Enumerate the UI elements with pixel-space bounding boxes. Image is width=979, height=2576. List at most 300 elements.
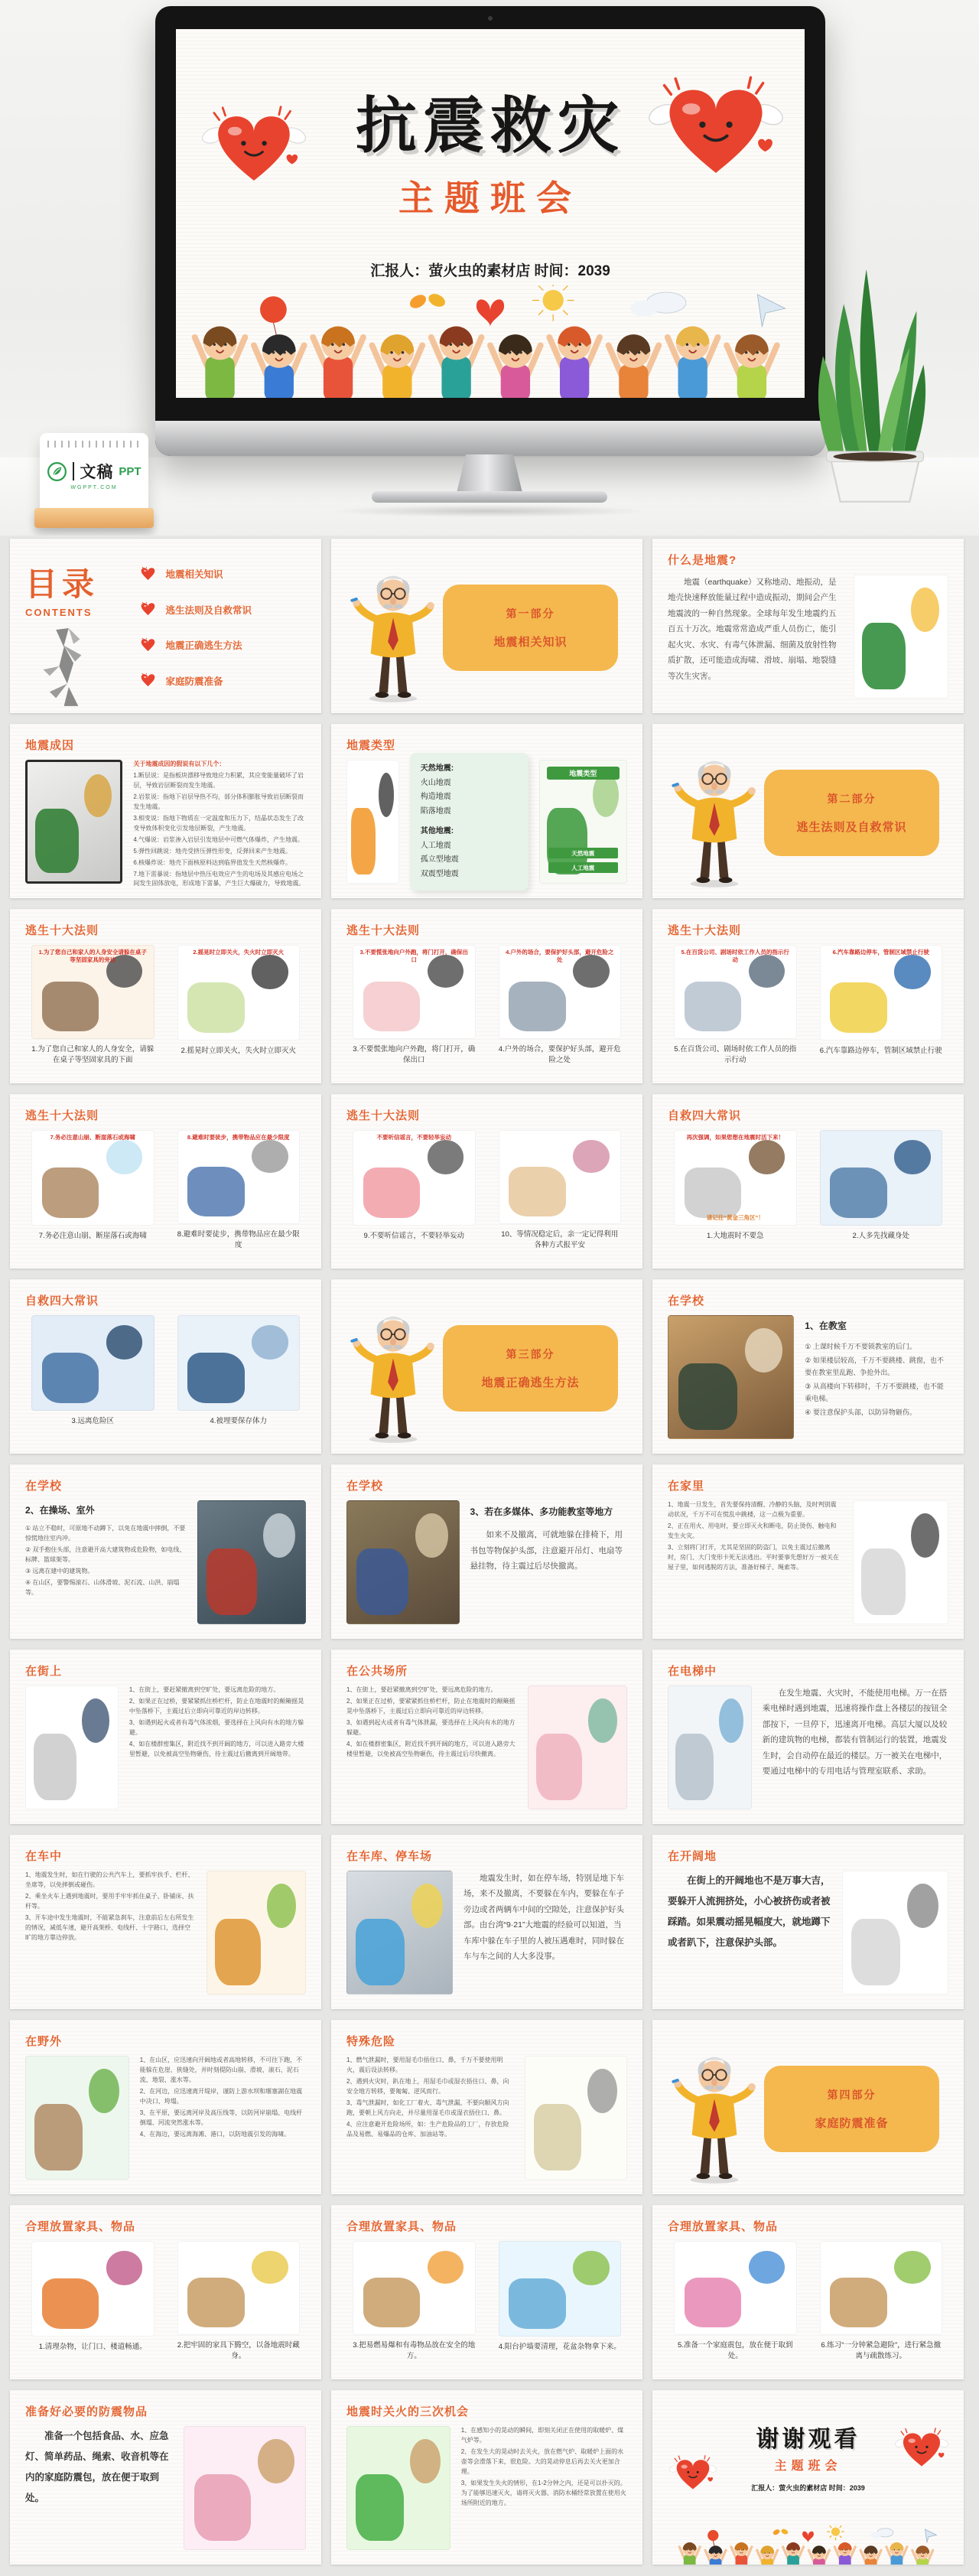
text-block	[463, 1871, 627, 1995]
illustration-shape	[267, 1884, 297, 1928]
text-block	[25, 1871, 196, 1995]
figure-caption: 3.不要慌张地向户外跑，将门打开，确保出口	[353, 1044, 476, 1064]
note-line: 陷落地震	[420, 806, 451, 816]
logo-text-cn: 文稿	[80, 464, 114, 481]
text-block	[668, 1871, 831, 1995]
illustration-shape	[363, 982, 420, 1031]
illustration-shape	[894, 1140, 931, 1174]
illustration-shape	[861, 1549, 906, 1614]
illustration-shape	[42, 982, 99, 1031]
illustration	[539, 760, 627, 884]
calendar-base	[34, 508, 154, 528]
title-slide-preview	[176, 29, 805, 398]
slide-title: 逃生十大法则	[25, 924, 99, 937]
slide-19-content[interactable]	[10, 1649, 321, 1824]
block-intro: 关于地震成因的假说有以下几个：	[133, 760, 226, 767]
panel-row	[346, 2241, 627, 2362]
panel-row	[25, 1315, 306, 1436]
figure	[177, 1130, 301, 1251]
slide-8-panels[interactable]	[331, 909, 642, 1083]
block-item: 2、正在用火、用电时，要立即灭火和断电，防止烫伤、触电和发生火灾。	[668, 1522, 837, 1539]
slide-32-content[interactable]	[331, 2390, 642, 2565]
slide-title: 准备好必要的防震物品	[25, 2405, 148, 2418]
illustration	[184, 2426, 306, 2550]
illustration-shape	[187, 2278, 244, 2327]
toc-left-column	[25, 550, 140, 702]
content-columns	[668, 1500, 948, 1624]
illustration-shape	[830, 982, 886, 1033]
text-block	[470, 1500, 627, 1624]
poster-title: 地震类型	[547, 767, 620, 780]
illustration	[674, 945, 797, 1039]
section-layout	[346, 550, 627, 705]
figure	[499, 1130, 622, 1251]
slide-12-panels[interactable]	[652, 1094, 964, 1268]
figure-caption: 4.被埋要保存体力	[210, 1417, 267, 1425]
content-columns	[346, 1685, 627, 1809]
slide-3-content[interactable]	[652, 539, 964, 713]
slide-27-section[interactable]	[652, 2020, 964, 2194]
presenter-line: 汇报人：萤火虫的素材店 时间：2039	[370, 263, 610, 279]
thanks-title: 谢谢观看	[756, 2427, 860, 2452]
monitor-base	[372, 491, 607, 503]
text-block	[25, 2426, 173, 2550]
figure	[177, 945, 301, 1066]
potted-plant	[776, 243, 974, 503]
figure-caption: 3.远离危险区	[71, 1417, 114, 1425]
illustration-shape	[351, 808, 375, 874]
note-paper	[410, 753, 529, 891]
slide-33-thanks[interactable]	[652, 2390, 964, 2565]
poster-row: 天然地震	[548, 848, 618, 858]
illustration-shape	[34, 1734, 76, 1799]
block-item: 2、在发生大的晃动时去关火，放在燃气炉、取暖炉上面的水壶等会滑落下来，很危险。大的晃动停息后再去关火更加合理。	[460, 2447, 624, 2475]
illustration	[854, 575, 948, 699]
slide-title: 在开阔地	[668, 1850, 717, 1863]
winged-heart-icon	[202, 103, 306, 193]
illustration-shape	[894, 2251, 931, 2284]
professor-illustration	[348, 561, 438, 703]
slide-13-panels[interactable]	[10, 1279, 321, 1454]
winged-heart-icon	[649, 72, 783, 188]
slide-title: 在野外	[25, 2035, 63, 2048]
content-columns	[668, 575, 948, 699]
illustration-shape	[35, 809, 79, 873]
illustration-shape	[356, 1549, 408, 1614]
slide-23-content[interactable]	[331, 1835, 642, 2009]
note-line: 孤立型地震	[420, 855, 459, 864]
illustration-shape	[509, 1167, 565, 1216]
illustration-shape	[678, 1363, 737, 1429]
slide-29-panels[interactable]	[331, 2205, 642, 2379]
block-heading: 1、在教室	[805, 1321, 847, 1331]
text-block	[346, 2056, 514, 2180]
block-item: 1、地震一旦发生，首先要保持清醒、冷静的头脑，及时判别震动状况，千万不可在慌乱中跳楼，这一点极为重要。	[668, 1501, 837, 1518]
illustration	[499, 945, 622, 1039]
crack-illustration	[27, 628, 117, 708]
figure	[31, 1315, 154, 1436]
illustration-shape	[207, 1549, 257, 1614]
content-columns	[668, 1685, 948, 1809]
slide-title: 地震成因	[25, 739, 75, 752]
text-block	[140, 2056, 306, 2180]
toc-item-label: 家庭防震准备	[165, 676, 223, 687]
slide-18-content[interactable]	[652, 1464, 964, 1639]
block-item: 3、在平原，要远离河岸及高压线等，以防河岸崩塌、电线杆倒塌、河流突然涨水等。	[139, 2109, 303, 2126]
slide-thumbnails-grid	[0, 536, 979, 2576]
illustration-shape	[415, 1513, 449, 1558]
thanks-layout	[668, 2420, 948, 2565]
slide-1-toc[interactable]	[10, 539, 321, 713]
figure	[353, 945, 476, 1066]
illustration-shape	[428, 2251, 464, 2284]
slide-14-section[interactable]	[331, 1279, 642, 1454]
slide-title: 特殊危险	[346, 2035, 396, 2048]
illustration	[25, 1685, 119, 1809]
slide-title: 合理放置家具、物品	[25, 2220, 136, 2233]
block-item: 6.核爆炸说：地壳下面核原料达到临界值发生天然核爆炸。	[133, 858, 292, 866]
illustration	[346, 2426, 450, 2550]
figure	[499, 945, 622, 1066]
monitor-chin	[155, 421, 825, 456]
illustration-shape	[258, 2439, 294, 2483]
section-bubble	[764, 770, 939, 856]
illustration-shape	[719, 1698, 743, 1743]
block-item: 1、地震发生时，如在行驶的公共汽车上，要抓牢扶手、栏杆、坐席等，以免摔倒或碰伤。	[25, 1871, 194, 1888]
illustration-shape	[685, 2278, 741, 2327]
slide-title: 在学校	[668, 1295, 705, 1308]
illustration-shape	[745, 1328, 782, 1373]
slide-30-panels[interactable]	[652, 2205, 964, 2379]
note-line: 双震型地震	[420, 869, 459, 878]
section-bubble	[443, 585, 618, 671]
figure-caption: 8.避难时要徒步，携带物品应在最少限度	[177, 1229, 300, 1249]
slide-title: 在公共场所	[346, 1665, 408, 1678]
slide-title: 地震类型	[346, 739, 396, 752]
section-name-label: 家庭防震准备	[815, 2116, 889, 2130]
leaf-logo-icon	[47, 461, 67, 482]
figure-caption: 2.摇晃时立即关火，失火时立即灭火	[181, 1047, 296, 1055]
text-block	[763, 1685, 948, 1809]
figure-header-text: 2.摇晃时立即关火，失火时立即灭火	[193, 949, 285, 956]
illustration-shape	[194, 2474, 251, 2540]
illustration	[31, 2241, 154, 2337]
slide-title: 逃生十大法则	[346, 1109, 421, 1122]
monitor-stand	[457, 454, 522, 493]
illustration	[197, 1500, 306, 1624]
presentation-title: 抗震救灾	[356, 92, 625, 160]
illustration-shape	[215, 1919, 261, 1985]
figure-caption: 5.在百货公司、剧场时依工作人员的指示行动	[674, 1044, 797, 1064]
monitor-shadow	[329, 505, 650, 517]
illustration	[177, 1130, 301, 1224]
slide-31-content[interactable]	[10, 2390, 321, 2565]
figure	[674, 945, 797, 1066]
slide-title: 合理放置家具、物品	[346, 2220, 457, 2233]
figure-header-text: 3.不要慌张地向户外跑，将门打开，确保出口	[359, 949, 468, 964]
block-item: 1、在山区，应迅速向开阔地或者高地转移，不可往下跑，不能躲在危崖、狭缝处，并时刻提防山崩、滑坡、滚石、泥石流、地裂、涨水等。	[139, 2057, 303, 2083]
illustration	[668, 1315, 794, 1439]
illustration-shape	[356, 2474, 404, 2540]
toc-title: 目录	[25, 566, 99, 602]
hero-section	[0, 0, 979, 536]
illustration-shape	[187, 982, 244, 1033]
slide-title: 在街上	[25, 1665, 63, 1678]
illustration	[31, 1130, 154, 1226]
slide-5-content[interactable]	[331, 724, 642, 898]
slide-title: 在电梯中	[668, 1665, 717, 1678]
figure-caption: 4.户外的场合，要保护好头部，避开危险之处	[498, 1044, 621, 1064]
panel-row	[346, 945, 627, 1066]
heart-bullet-icon	[140, 567, 156, 581]
illustration-shape	[685, 1168, 741, 1218]
illustration-shape	[410, 2439, 441, 2483]
illustration-shape	[187, 1353, 244, 1403]
slide-2-section[interactable]	[331, 539, 642, 713]
slide-10-panels[interactable]	[10, 1094, 321, 1268]
illustration-shape	[851, 1919, 900, 1985]
content-columns	[346, 760, 627, 884]
illustration-shape	[509, 982, 565, 1031]
illustration-shape	[911, 588, 939, 632]
professor-illustration	[669, 746, 759, 888]
text-block	[668, 1500, 842, 1624]
professor-character	[348, 561, 438, 703]
illustration	[674, 1130, 797, 1226]
content-columns	[25, 1500, 306, 1624]
winged-heart-illustration	[649, 72, 783, 184]
section-part-label: 第三部分	[506, 1347, 555, 1360]
section-name-label: 地震正确逃生方法	[481, 1376, 580, 1389]
slide-title: 什么是地震?	[668, 554, 737, 567]
illustration-shape	[509, 2278, 565, 2329]
illustration	[177, 945, 301, 1040]
figure-header-text: 不要听信谣言，不要轻举妄动	[376, 1134, 451, 1141]
figure	[31, 945, 154, 1066]
toc-item-list	[140, 550, 306, 702]
block-item: 3、立刻将门打开，尤其是坚固的防盗门，以免主震过后撤离时，房门、大门变形卡死无法逃出。平时要事先想好万一被关在屋子里，如何逃脱的方法，准备好梯子、绳索等。	[668, 1543, 839, 1571]
slide-11-panels[interactable]	[331, 1094, 642, 1268]
toc-subtitle: CONTENTS	[25, 607, 93, 618]
figure	[177, 2241, 301, 2362]
block-item: 5.弹性回跳说：地壳受挤压弹性形变，反弹回来产生地震。	[133, 847, 292, 855]
toc-item-label: 逃生法则及自救常识	[165, 604, 252, 616]
slide-21-content[interactable]	[652, 1649, 964, 1824]
illustration-shape	[894, 955, 931, 988]
illustration-shape	[573, 1140, 610, 1173]
figure	[499, 2241, 622, 2362]
heart-bullet-icon	[140, 638, 156, 653]
illustration-shape	[252, 1140, 288, 1173]
toc-item[interactable]	[140, 638, 306, 653]
logo-site-text: WGPPT.COM	[70, 485, 118, 490]
slide-7-panels[interactable]	[10, 909, 321, 1083]
block-paragraph: 地震（earthquake）又称地动、地振动，是地壳快速释放能量过程中造成振动，期间会产生地震波的一种自然现象。全球每年发生地震约五百五十万次。地震常常造成严重人员伤亡，能引起火灾、水灾、有毒气体泄漏、细菌及放射性物质扩散，还可能造成海啸、滑坡、崩塌、地裂缝等次生灾害。	[668, 578, 837, 681]
block-paragraph: 在发生地震、火灾时，不能使用电梯。万一在搭乘电梯时遇到地震，迅速将操作盘上各楼层的按钮全部按下，一旦停下，迅速离开电梯。高层大厦以及较新的建筑物的电梯，都装有管制运行的装置，地震发生时，会自动停在最近的楼层。万一被关在电梯中，要通过电梯中的专用电话与管理室联系、求助。	[762, 1689, 948, 1776]
figure	[820, 945, 943, 1066]
winged-heart-icon	[669, 2454, 717, 2493]
slide-title: 逃生十大法则	[346, 924, 421, 937]
illustration-shape	[685, 982, 741, 1031]
illustration	[346, 1871, 453, 1995]
illustration	[346, 760, 399, 884]
figure-caption: 7.务必注意山崩、断崖落石或海啸	[38, 1232, 147, 1240]
slide-title: 在车中	[25, 1850, 63, 1863]
desk-calendar	[40, 433, 148, 519]
figure-header-text: 7.务必注意山崩、断崖落石或海啸	[50, 1134, 135, 1141]
slide-15-content[interactable]	[652, 1279, 964, 1454]
slide-title: 逃生十大法则	[668, 924, 742, 937]
figure-caption: 6.练习“一分钟紧急避险”，进行紧急撤离与疏散练习。	[821, 2340, 942, 2360]
figure-caption: 3.把易燃易爆和有毒物品放在安全的地方。	[353, 2340, 476, 2360]
figure-header-text: 6.汽车靠路边停车，管制区域禁止行驶	[832, 949, 929, 956]
webcam-dot	[488, 16, 493, 21]
block-item: 4.气爆说：岩浆渗入岩层引发地层中可燃气体爆炸，产生地震。	[133, 835, 304, 843]
slide-28-panels[interactable]	[10, 2205, 321, 2379]
winged-heart-icon	[895, 2426, 948, 2470]
calendar-spiral	[47, 441, 141, 448]
illustration-shape	[830, 2278, 886, 2327]
illustration-shape	[263, 1513, 295, 1558]
illustration-shape	[379, 773, 394, 817]
figure-header-text: 1.为了您自己和家人的人身安全请躲在桌子等坚固家具的旁边	[38, 949, 147, 964]
content-columns	[346, 1871, 627, 1995]
content-columns	[25, 1871, 306, 1995]
figure-caption: 9.不要听信谣言，不要轻举妄动	[363, 1232, 464, 1240]
illustration	[820, 945, 943, 1040]
figure-footer-text: 请记住“黄金三角区”！	[706, 1214, 764, 1221]
illustration-shape	[588, 1698, 618, 1743]
illustration	[31, 945, 154, 1039]
illustration-shape	[187, 1167, 244, 1216]
text-block	[133, 760, 306, 887]
illustration-shape	[106, 1140, 143, 1174]
block-item: 2.岩浆说：指地下岩层导热不均，部分体积膨胀导致岩层断裂而发生地震。	[133, 793, 304, 810]
poster-rows	[548, 848, 618, 873]
slide-16-content[interactable]	[10, 1464, 321, 1639]
slide-17-content[interactable]	[331, 1464, 642, 1639]
illustration	[842, 1871, 948, 1995]
block-item: 2、在河边，应迅速离开堤岸，谨防上游水坝和堰塞湖在地震中决口、垮塌。	[139, 2087, 303, 2105]
content-columns	[346, 2426, 627, 2550]
block-paragraph: 如来不及撤离，可就地躲在排椅下，用书包等物保护头部，注意避开吊灯、电扇等悬挂物，待主震过后尽快撤离。	[470, 1530, 623, 1571]
block-item: 3、毒气泄漏时，如化工厂着火、毒气泄漏，不要向顺风方向跑，要朝上风方向走，并尽量用湿毛巾或湿衣捂住口、鼻。	[346, 2099, 509, 2116]
slide-title: 在学校	[25, 1480, 63, 1493]
section-layout	[346, 1291, 627, 1445]
block-item: 3、如遇到起火或者有毒气体泄漏，要选择在上风向有水的地方躲避。	[346, 1718, 516, 1736]
presenter-line: 汇报人：萤火虫的素材店 时间：2039	[751, 2484, 865, 2492]
text-block	[805, 1315, 948, 1439]
section-layout	[668, 735, 948, 890]
block-item: ③ 远离在建中的建筑物。	[25, 1568, 94, 1575]
note-line: 人工地震	[420, 841, 451, 850]
block-item: 2、如果正在过桥，要紧紧抓住桥栏杆，防止在地震时的颠簸摇晃中坠落桥下，主震过后立即向可靠近的岸边转移。	[128, 1697, 304, 1715]
figure-caption: 5.准备一个家庭震包，放在便于取到处。	[678, 2340, 793, 2360]
content-columns	[25, 2056, 306, 2180]
illustration-shape	[907, 1884, 938, 1928]
slide-6-section[interactable]	[652, 724, 964, 898]
figure	[353, 2241, 476, 2362]
illustration	[177, 2241, 301, 2335]
block-item: 1、在感知小的晃动的瞬间，即刻关闭正在使用的取暖炉、煤气炉等。	[460, 2427, 624, 2444]
illustration-shape	[356, 1919, 405, 1985]
figure-caption: 1.大地震时不要急	[707, 1232, 764, 1240]
illustration-shape	[749, 2251, 785, 2284]
poster-row: 人工地震	[548, 862, 618, 873]
illustration-shape	[536, 1734, 582, 1799]
figure-caption: 4.阳台护墙要清理，花盆杂物拿下来。	[498, 2343, 621, 2351]
winged-heart-illustration	[202, 103, 306, 189]
illustration	[668, 1685, 752, 1809]
block-item: 4、在海边，要远离海滩、港口，以防地震引发的海啸。	[139, 2130, 291, 2138]
block-item: 1、在街上，要赶紧撤离到空旷处，要远离危险的地方。	[346, 1686, 497, 1693]
slide-20-content[interactable]	[331, 1649, 642, 1824]
figure-caption: 1.清理杂物，让门口、楼道畅通。	[38, 2343, 147, 2351]
block-item: 3、如遇到起火或者有毒气体浓烟，要选择在上风向有水的地方躲避。	[128, 1718, 304, 1736]
illustration	[528, 1685, 627, 1809]
illustration	[353, 2241, 476, 2335]
text-block	[346, 1685, 517, 1809]
illustration-shape	[830, 1168, 886, 1218]
section-bubble	[443, 1325, 618, 1412]
block-item: 2、遇到火灾时，趴在地上，用湿毛巾或湿衣捂住口、鼻，向安全地方转移，要匍匐、逆风而行。	[346, 2077, 509, 2095]
slide-9-panels[interactable]	[652, 909, 964, 1083]
block-item: 2、乘坐火车上遇到地震时，要用手牢牢抓住桌子、卧铺床、扶杆等。	[25, 1892, 194, 1910]
presentation-subtitle: 主题班会	[398, 178, 582, 218]
slide-26-content[interactable]	[331, 2020, 642, 2194]
illustration	[499, 2241, 622, 2337]
illustration	[346, 1500, 460, 1624]
illustration-shape	[252, 1325, 288, 1359]
illustration-shape	[42, 2278, 99, 2329]
figure-header-text: 5.在百货公司、剧场时依工作人员的指示行动	[681, 949, 789, 964]
slide-24-content[interactable]	[652, 1835, 964, 2009]
professor-character	[348, 1301, 438, 1444]
toc-item[interactable]	[140, 673, 306, 688]
slide-25-content[interactable]	[10, 2020, 321, 2194]
block-item: 4、如在楼群密集区，附近找不到开阔的地方，可以进入路旁大楼里暂避，以免被高空坠物砸伤，待主震过后尽快撤离。	[346, 1740, 516, 1757]
block-item: 3、如果发生失火的情形，在1-2分钟之内，还是可以扑灭的。为了能够迅速灭火，请将灭火器、消防水桶经常放置在使用火场所附近的地方。	[460, 2479, 626, 2506]
block-paragraph: 地震发生时，如在停车场，特别是地下车场，来不及撤离，不要躲在车内，要躲在车子旁边或者两辆车中间的空隙处，注意保护好头部。由台湾“9·21”大地震的经验可以知道，当车库中躲在车子里的人被压遇难时，同时躲在车与车之间的人大多没事。	[463, 1874, 624, 1962]
block-item: 1、燃气泄漏时，要用湿毛巾捂住口、鼻，千万不要使用明火，震后设法转移。	[346, 2057, 503, 2073]
toc-item[interactable]	[140, 567, 306, 581]
block-item: ④ 要注意保护头部，以防异物砸伤。	[805, 1408, 916, 1417]
spacer	[421, 819, 518, 825]
heart-bullet-icon	[140, 673, 156, 688]
toc-item[interactable]	[140, 602, 306, 617]
figure-header-text: 4.户外的场合，要保护好头部，避开危险之处	[506, 949, 614, 964]
content-columns	[25, 1685, 306, 1809]
note-heading: 其他地震:	[420, 827, 454, 835]
figure-header-text: 再次强调，如果您想在地震时活下来！	[686, 1134, 784, 1141]
block-item: 7.地下雷暴说：指地层中热压电效应产生的电场及其感应电场之间发生固体放电，形成地下雷暴，产生巨大爆破力，导致地震。	[133, 870, 305, 887]
block-item: ④ 在山区，要警惕滚石、山体滑坡、泥石流、山洪、崩塌等。	[25, 1579, 180, 1597]
figure-header-text: 8.避难时要徒步，携带物品应在最少限度	[187, 1134, 290, 1141]
figure	[820, 2241, 943, 2362]
slide-4-content[interactable]	[10, 724, 321, 898]
slide-22-content[interactable]	[10, 1835, 321, 2009]
illustration-shape	[106, 2251, 143, 2285]
block-heading: 2、在操场、室外	[25, 1505, 95, 1516]
content-columns	[25, 2426, 306, 2550]
panel-row	[668, 945, 948, 1066]
content-columns	[25, 760, 306, 887]
section-name-label: 地震相关知识	[493, 635, 568, 649]
illustration-shape	[106, 1325, 143, 1359]
panel-row	[25, 2241, 306, 2362]
block-item: ① 站立不稳时，可原地不动蹲下，以免在地震中摔倒，不要惊慌地往室内冲。	[25, 1525, 186, 1542]
section-part-label: 第一部分	[506, 607, 555, 620]
